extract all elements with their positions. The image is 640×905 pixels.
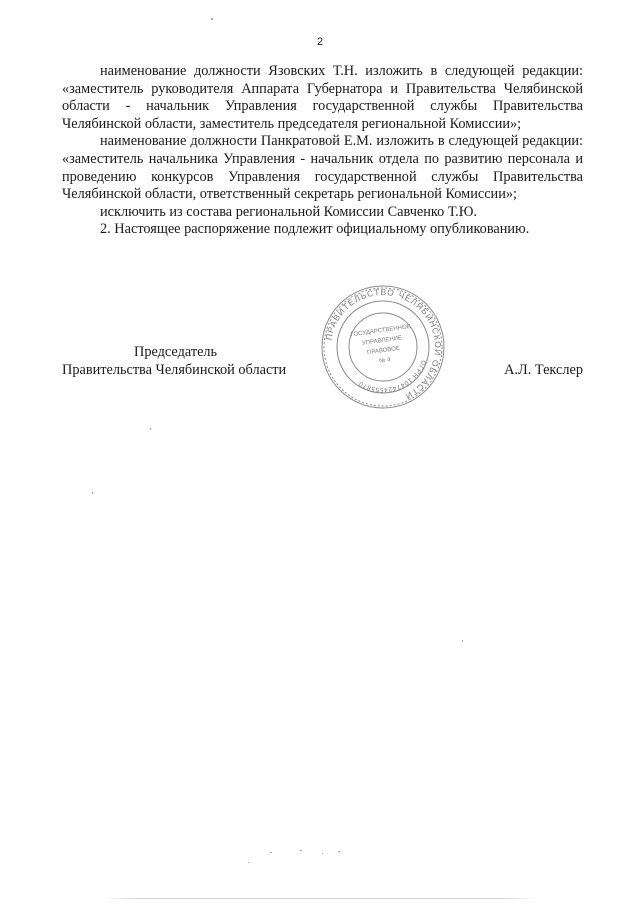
seal-inner-line-4: № 4 — [378, 357, 392, 365]
signature-block — [62, 343, 583, 383]
scan-speck — [92, 492, 93, 494]
signatory-title-line-2: Правительства Челябинской области — [62, 362, 287, 378]
scan-speck — [150, 428, 151, 430]
document-body — [62, 63, 583, 239]
seal-ogrn-text: ОГРН 1047424555870 — [357, 358, 427, 394]
page-number: 2 — [316, 36, 324, 48]
paragraph-publication: 2. Настоящее распоряжение подлежит официальному опубликованию. — [100, 221, 530, 238]
scan-speck — [462, 640, 463, 642]
paragraph-pankratova: наименование должности Панкратовой Е.М. изложить в следующей редакции: «заместитель начальника Управления - начальник отдела по развитию персонала и проведению конкурсов Управления государственной службы Правительства Челябинской области, ответственный секретарь региональной Комиссии»; — [62, 133, 583, 203]
seal-inner-line-3: ПРАВОВОЕ — [366, 345, 401, 357]
scan-speck — [211, 18, 213, 20]
signatory-name: А.Л. Текслер — [504, 362, 583, 378]
scan-speck — [338, 851, 340, 852]
signatory-title-line-1: Председатель — [134, 344, 218, 360]
seal-outer-text: ПРАВИТЕЛЬСТВО ЧЕЛЯБИНСКОЙ ОБЛАСТИ — [323, 286, 444, 402]
scan-speck — [300, 850, 302, 851]
seal-inner-line-2: УПРАВЛЕНИЕ — [361, 335, 403, 347]
seal-inner-line-1: ГОСУДАРСТВЕННОЕ — [350, 323, 412, 339]
signatory-title — [62, 343, 302, 379]
paragraph-yazovskikh: наименование должности Язовских Т.Н. изложить в следующей редакции: «заместитель руководителя Аппарата Губернатора и Правительства Челябинской области - начальник Управления государственной службы Правительства Челябинской области, заместитель председателя региональной Комиссии»; — [62, 63, 583, 132]
paragraph-exclude-savchenko: исключить из состава региональной Комиссии Савченко Т.Ю. — [100, 203, 478, 220]
scan-speck — [248, 862, 249, 863]
scan-edge — [100, 898, 540, 899]
scan-speck — [322, 853, 323, 854]
scan-speck — [270, 852, 272, 853]
